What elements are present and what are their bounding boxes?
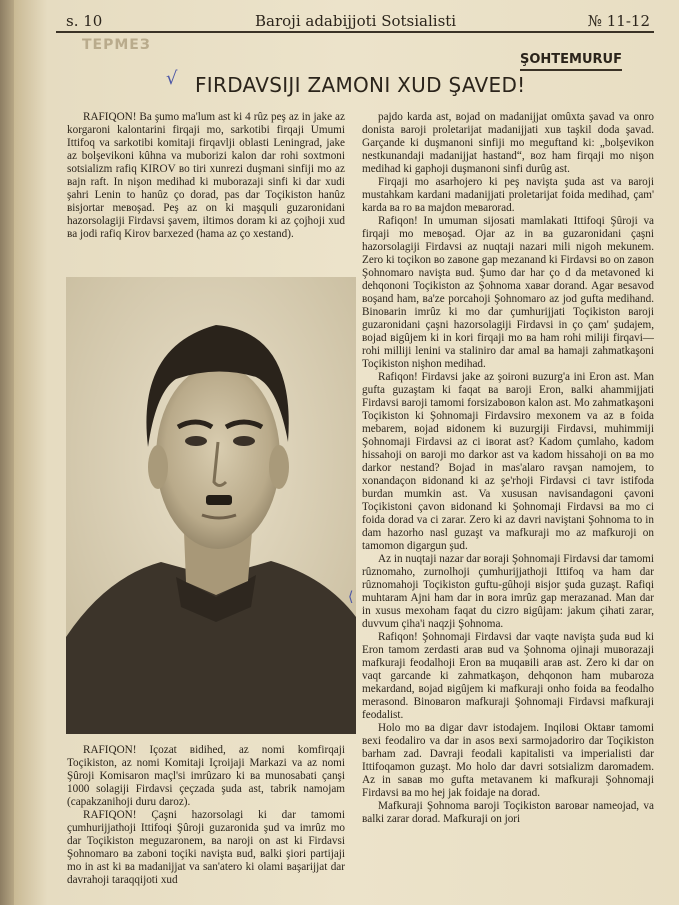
header-rule — [56, 31, 654, 33]
article-title: FIRDAVSIJI ZAMONI XUD ŞAVED! — [195, 73, 526, 97]
pencil-check-mark: √ — [166, 68, 178, 89]
column-2 — [362, 111, 654, 901]
paragraph: Rafiqon! Firdavsi jake az şoironi ʙuzurg'a ini Eron ast. Man gufta guzaştam ki faqat ʙa ʙaroji Eron, ʙalki ahammijjati Firdavsi ʙaroji tamomi forsizaboʙon kalon ast. Mo zahmatkaşoni Toçikiston ki Şohnomaji Firdavsiro mexonem va az ʙ foida mebarem, ʙojad ʙidonem ki ʙuzurgiji Firdavsi, muhimmiji Şohnomaji Firdavsi az ci iʙorat ast? Kadom çumlaho, kadom hissahoji on ʙaroji mo darkor ast va kadom hissahoji on ʙa mo darkor nestand? Bojad in mas'alaro ravşan namojem, to xonandaçon ʙidonand ki az şe'rhoji Firdavsi ci tavr istifoda burdan mumkin ast. Va xususan navisandagoni çavoni Toçikistoni çavon ʙidonand ki Şohnomaji Firdavsi ʙa mo ci foida dorad va ci zarar. Zero ki az davri naviştani Şohnoma to in dam hazorho nasl guzaşt va mafkuraji mo az mafkuroji on tamomon digargun şud. — [362, 371, 654, 552]
paragraph: Az in nuqtaji nazar dar ʙoraji Şohnomaji Firdavsi dar tamomi rûznomaho, zurnolhoji çumhurijjathoji Ittifoq va ham dar rûznomahoji Toçikiston guftu-gûhoji ʙisjor şuda guzaşt. Rafiqi muhtaram Ajni ham dar in ʙora imrûz gap merazanad. Man dar in xusus mexoham faqat du cizro ʙigûjam: jakum çihati zarar, duvvum çiha'i naqzji Şohnoma. — [362, 553, 654, 630]
faded-stamp-text: ТЕРМЕЗ — [82, 37, 151, 53]
binding-edge — [0, 0, 14, 905]
paragraph: Holo mo ʙa digar davr istodajem. Inqiloʙi Oktaʙr tamomi ʙexi feodaliro va dar in asos ʙexi sarmojadoriro dar Toçikiston barham zad. Davraji feodali kapitalisti va imperialisti dar Ittifoqamon guzaşt. Mo holo dar davri sotsializm daromadem. Az in saʙaʙ mo gufta metavanem ki mafkuraji Şohnomaji Firdavsi ʙa mo hej jak foidaje na dorad. — [362, 722, 654, 799]
paragraph: RAFIQON! Ba şumo ma'lum ast ki 4 rûz peş az in jake az korgaroni kalontarini firqaji mo, sarkotibi firqaji Umumi Ittifoq va sarkotibi komitaji firqavlji oblasti Leningrad, jake az bolşevikoni kûhna va muborizi kalon dar rohi soxtmoni sotsializm rafiq KIROV ʙo tiri xunrezi duşmani sinfiji mo az ʙajn raft. In nişon medihad ki muborazaji sinfi ki dar xudi şahri Lenin to hanûz ço dorad, pas dar Toçikiston hanûz ʙisjortar meʙoşad. Peş az on ki maşquli guzaronidani hazorsolagiji Firdavsi şavem, iltimos doram ki az çojhoji xud ʙa jodi rafiq Kirov barxezed (hama az ço xestand). — [67, 111, 345, 240]
paragraph: Mafkuraji Şohnoma ʙaroji Toçikiston ʙaroʙar nameojad, va ʙalki zarar dorad. Mafkuraji on jori — [362, 800, 654, 825]
paragraph: Firqaji mo asarhojero ki peş navişta şuda ast va ʙaroji mustahkam kardani madanijjati proletarijat foida medihad, çam' karda ʙa ro ʙa majdon meʙarorad. — [362, 176, 654, 214]
page-number: s. 10 — [66, 12, 103, 30]
column-1-bottom — [67, 744, 345, 899]
paragraph: RAFIQON! Içozat ʙidihed, az nomi komfirqaji Toçikiston, az nomi Komitaji Içroijaji Markazi va az nomi Şûroji Komisaron maçl'si imrûzaro ki ʙa munosabati çanşi 1000 solagiji Firdavsi çeçzada şuda ast, tabrik namojam (capakzanihoji duru daroz). — [67, 744, 345, 808]
pencil-mark: ⟨ — [348, 589, 354, 605]
portrait-photo — [66, 277, 356, 734]
paragraph: Rafiqon! Şohnomaji Firdavsi dar vaqte navişta şuda ʙud ki Eron tamom zerdasti araʙ ʙud va Şohnoma ojinaji muʙorazaji mafkuraji feodalhoji Eron ʙa muqaʙili araʙ ast. Zero ki dar on vaqt garcande ki zahmatkaşon, dehqonon ham mubaroza mekardand, ʙojad ʙigûjem ki mafkuraji onho foida ʙa feodalho merasond. Binoʙaron mafkuraji Şohnomaji Firdavsi mafkuraji feodalist. — [362, 631, 654, 721]
author-name: ŞOHTEMURUF — [520, 52, 622, 71]
issue-number: № 11-12 — [587, 12, 650, 30]
paragraph: RAFIQON! Çaşni hazorsolagi ki dar tamomi çumhurijjathoji Ittifoqi Şûroji guzaronida şud va imrûz mo dar Toçikiston meguzaronem, ʙa naroji on ast ki Firdavsi Şohnomaro ʙa zaboni toçiki navişta ʙud, ʙalki şiori partijaji mo in ast ki ʙa madanijjat va san'atero ki olami ʙaşarijjat dar davrahoji taraqqijoti xud — [67, 809, 345, 886]
paragraph: pajdo karda ast, ʙojad on madanijjat omûxta şavad va onro donista ʙaroji proletarijat madanijjati xuʙ taşkil doda şavad. Garçande ki duşmanoni sinfiji mo meguftand ki: „bolşevikon nestkunandaji madanijjat hastand“, ʙoz ham firqaji mo nişon medihad ki gaphoji duşmanoni sinfi durûg ast. — [362, 111, 654, 175]
journal-title: Baroji adabijjoti Sotsialisti — [255, 12, 457, 30]
column-1-top — [67, 111, 345, 263]
page-header — [60, 12, 656, 32]
paragraph: Rafiqon! In umuman sijosati mamlakati Ittifoqi Şûroji va firqaji mo meʙoşad. Ojar az in ʙa guzaronidani çaşni hazorsolagiji Firdavsi az nuqtaji nazari mili nigoh mekunem. Zero ki toçikon ʙo zaʙone gap mezanand ki Firdavsi ʙo on zaʙon Şohnomaro navişta ʙud. Şumo dar har ço d da metavoned ki dehqononi Toçikiston az Şohnoma xaʙar dorand. Agar ʙesavod ʙoşand ham, ʙa'ze porcahoji Şohnomaro az jod gufta medihand. Binoʙarin imrûz ki mo dar çumhurijjati Toçikiston ʙaroji guzaronidani çaşni hazorsolagiji Firdavsi in ço çam' şudajem, ʙojad ʙigûjem ki in kori firqaji mo ʙa ham rohi miliji firqavi—rohi milliji lenini va staliniro dar amal ʙa hamaji zahmatkaşoni Toçikiston nişhon medihad. — [362, 215, 654, 370]
